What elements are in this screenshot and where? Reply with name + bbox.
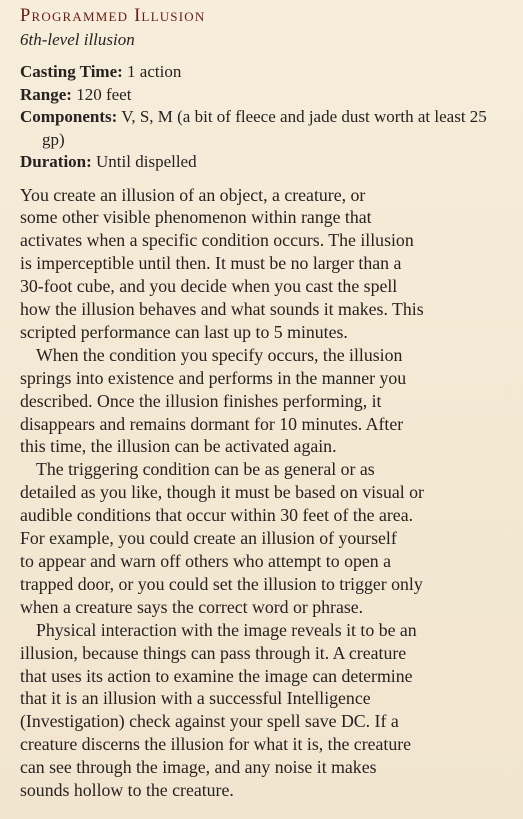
casting-time-value: 1 action: [122, 62, 182, 81]
text-line: You create an illusion of an object, a creature, or: [20, 184, 366, 205]
text-line: (Investigation) check against your spell save DC. If a: [20, 711, 399, 732]
text-line: illusion, because things can pass through it. A creature: [20, 642, 407, 663]
text-line: activates when a specific condition occurs. The illusion: [20, 230, 414, 251]
text-line: scripted performance can last up to 5 minutes.: [20, 321, 348, 342]
duration-value: Until dispelled: [91, 152, 197, 171]
range-value: 120 feet: [71, 84, 132, 104]
description-paragraph: [20, 619, 509, 802]
text-line: 30-foot cube, and you decide when you cast the spell: [20, 276, 398, 297]
spell-title: Programmed Illusion: [20, 6, 206, 26]
spell-level-school: 6th-level illusion: [20, 30, 135, 49]
text-line: detailed as you like, though it must be based on visual or: [20, 482, 424, 503]
text-line: For example, you could create an illusion of yourself: [20, 528, 397, 549]
components-row: [20, 106, 509, 151]
text-line: sounds hollow to the creature.: [20, 780, 234, 801]
components-label: Components:: [20, 107, 118, 126]
casting-time-row: [20, 61, 509, 84]
text-line: this time, the illusion can be activated again.: [20, 436, 337, 457]
spell-stats: [20, 61, 509, 174]
range-label: Range:: [20, 84, 72, 104]
text-line: how the illusion behaves and what sounds it makes. This: [20, 299, 424, 320]
spell-description: [20, 184, 509, 802]
text-line: that it is an illusion with a successful Intelligence: [20, 688, 371, 709]
text-line: trapped door, or you could set the illusion to trigger only: [20, 573, 423, 594]
text-line: Physical interaction with the image reveals it to be an: [36, 619, 417, 640]
text-line: springs into existence and performs in the manner you: [20, 367, 407, 388]
text-line: The triggering condition can be as general or as: [36, 459, 375, 480]
text-line: audible conditions that occur within 30 feet of the area.: [20, 505, 414, 526]
text-line: can see through the image, and any noise it makes: [20, 757, 377, 778]
description-paragraph: [20, 344, 509, 459]
text-line: is imperceptible until then. It must be no larger than a: [20, 253, 402, 274]
text-line: to appear and warn off others who attempt to open a: [20, 551, 391, 571]
text-line: creature discerns the illusion for what it is, the creature: [20, 734, 412, 755]
text-line: some other visible phenomenon within range that: [20, 207, 372, 228]
description-paragraph: [20, 184, 509, 344]
text-line: When the condition you specify occurs, the illusion: [36, 344, 403, 365]
casting-time-label: Casting Time:: [20, 62, 123, 81]
text-line: that uses its action to examine the image can determine: [20, 665, 413, 686]
duration-row: [20, 151, 509, 174]
text-line: when a creature says the correct word or phrase.: [20, 596, 364, 617]
description-paragraph: [20, 458, 509, 618]
components-value: V, S, M (a bit of fleece and jade dust worth at least 25 gp): [42, 107, 487, 149]
duration-label: Duration:: [20, 152, 92, 171]
range-row: [20, 84, 509, 107]
text-line: disappears and remains dormant for 10 minutes. After: [20, 413, 404, 434]
text-line: described. Once the illusion finishes performing, it: [20, 390, 382, 411]
